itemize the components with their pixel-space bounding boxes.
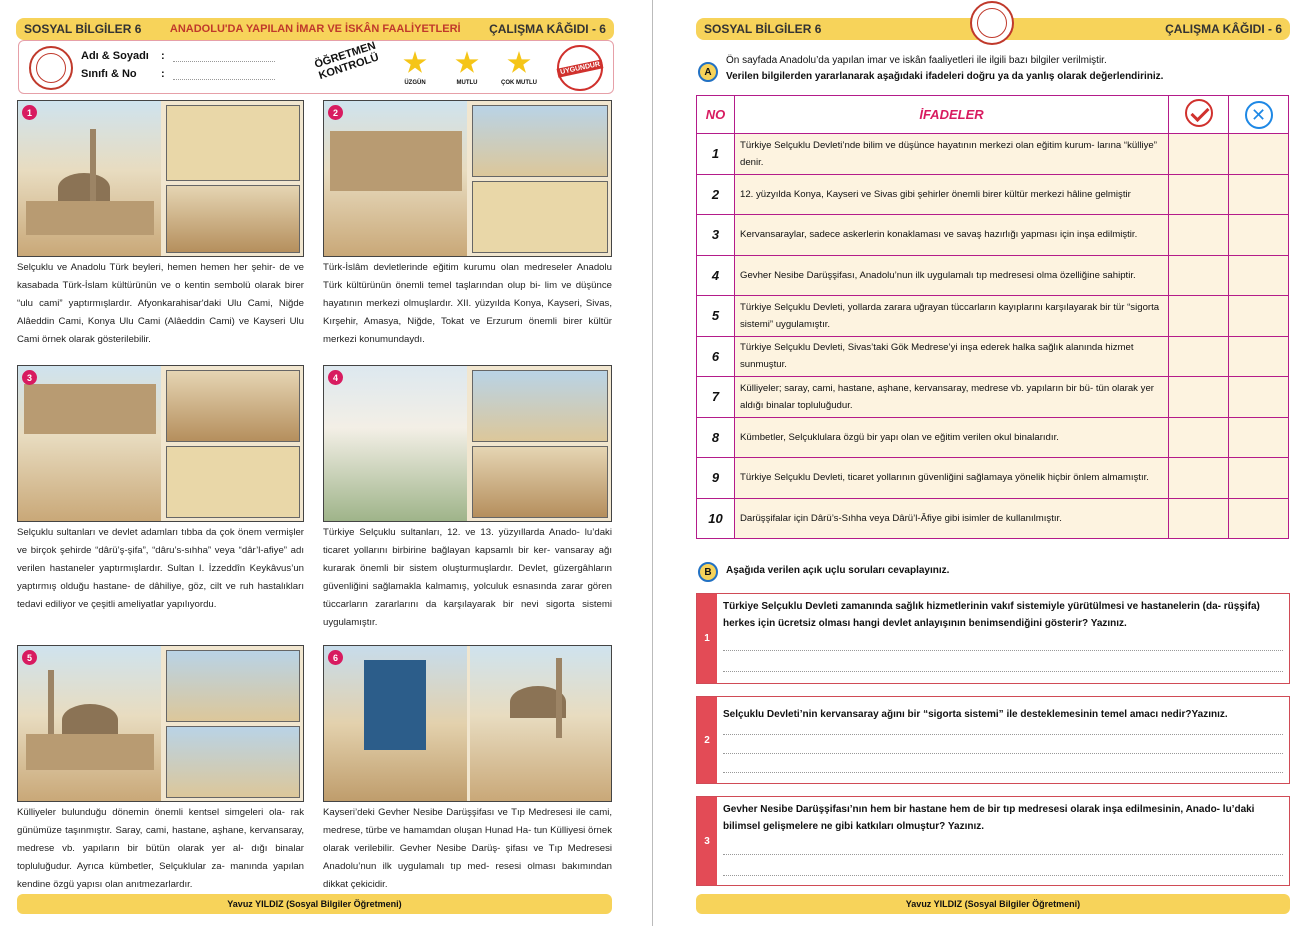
panel-4-caption: Türkiye Selçuklu sultanları, 12. ve 13. yüzyıllarda Anado- lu’daki ticaret yollarını birbirine bağlayan kapsamlı bir ker- vansaray ağı kurarak önemli bir sistem oluşturmuşlardır. Devlet, güzergâhların güvenliğini sağlamakla kalmamış, yolculuk esnasında zarar gören tüccarların zararlarını da karşılayarak bir nevi sigorta sistemi uygulamıştır. bbox=[323, 527, 612, 628]
row-number: 1 bbox=[697, 134, 735, 175]
approved-stamp bbox=[557, 45, 603, 91]
true-answer-cell[interactable] bbox=[1169, 134, 1229, 175]
false-answer-cell[interactable] bbox=[1229, 215, 1289, 256]
question-number: 3 bbox=[697, 797, 717, 885]
mosque-dome bbox=[62, 704, 118, 736]
col-true-header bbox=[1169, 96, 1229, 134]
panel-number: 4 bbox=[328, 370, 343, 385]
false-answer-cell[interactable] bbox=[1229, 255, 1289, 296]
table-row bbox=[697, 498, 1289, 539]
section-a-intro: Ön sayfada Anadolu’da yapılan imar ve iskân faaliyetleri ile ilgili bazı bilgiler verilmiştir. bbox=[726, 55, 1107, 66]
true-check-icon bbox=[1185, 99, 1213, 127]
student-info-box bbox=[18, 40, 614, 94]
illustration-panel-3 bbox=[17, 365, 304, 522]
illustration-panel-4 bbox=[323, 365, 612, 522]
star-sad-icon[interactable] bbox=[403, 51, 427, 75]
panel-6-caption: Kayseri’deki Gevher Nesibe Darüşşifası ve Tıp Medresesi ile cami, medrese, türbe ve hamamdan oluşan Hunad Ha- tun Külliyesi örnek olarak verilebilir. Gevher Nesibe Darüş- şifası ve Tıp Medresesi Anadolu’nun ilk uygulamalı tıp med- resesi olması bakımından dikkat çekicidir. bbox=[323, 807, 612, 890]
statement-text: Türkiye Selçuklu Devleti’nde bilim ve düşünce hayatının merkezi olan eğitim kurum- larına “külliye” denir. bbox=[735, 134, 1169, 175]
statement-text: Türkiye Selçuklu Devleti, ticaret yollarının güvenliğini sağlamaya yönelik hiçbir önlem almamıştır. bbox=[735, 458, 1169, 499]
true-answer-cell[interactable] bbox=[1169, 215, 1229, 256]
medical-madrasa-illustration bbox=[324, 646, 467, 801]
table-row bbox=[697, 174, 1289, 215]
table-row bbox=[697, 215, 1289, 256]
left-page bbox=[0, 0, 650, 926]
name-field[interactable] bbox=[173, 61, 275, 62]
panel-3-caption: Selçuklu sultanları ve devlet adamları tıbba da çok önem vermişler ve birçok şehirde “dârü’ş-şifa”, “dâru’s-sıhha” veya “dâr’l-afiye” adı verilen hastaneler yaptırmışlardır. Sultan I. İzzeddîn Keykâvus’un yaptırmış olduğu hastane- de dâhiliye, göz, cilt ve ruh hastalıkları tedavi ediliyor ve çeşitli ameliyatlar yapılıyordu. bbox=[17, 527, 304, 610]
section-b-badge: B bbox=[698, 562, 718, 582]
mosque-city-illustration bbox=[18, 101, 161, 256]
tomb-view bbox=[166, 726, 300, 798]
false-answer-cell[interactable] bbox=[1229, 336, 1289, 377]
statement-text: Darüşşifalar için Dârü’s-Sıhha veya Dârü’l-Âfiye gibi isimler de kullanılmıştır. bbox=[735, 498, 1169, 539]
mosque-dome bbox=[58, 173, 110, 203]
sheet-title: ÇALIŞMA KÂĞIDI - 6 bbox=[489, 22, 606, 36]
right-footer: Yavuz YILDIZ (Sosyal Bilgiler Öğretmeni) bbox=[696, 894, 1290, 914]
true-answer-cell[interactable] bbox=[1169, 458, 1229, 499]
subject-title: SOSYAL BİLGİLER 6 bbox=[24, 22, 142, 36]
panel-number: 5 bbox=[22, 650, 37, 665]
left-header bbox=[16, 18, 614, 40]
class-separator: : bbox=[161, 68, 165, 80]
city-view bbox=[472, 105, 608, 177]
statement-text: 12. yüzyılda Konya, Kayseri ve Sivas gibi şehirler önemli birer kültür merkezi hâline gelmiştir bbox=[735, 174, 1169, 215]
madrasa-arches bbox=[330, 131, 462, 191]
col-statements-header: İFADELER bbox=[735, 96, 1169, 134]
right-page bbox=[657, 0, 1303, 926]
mood-happy-label: MUTLU bbox=[456, 80, 478, 86]
section-a-badge: A bbox=[698, 62, 718, 82]
true-answer-cell[interactable] bbox=[1169, 296, 1229, 337]
star-very-happy-icon[interactable] bbox=[507, 51, 531, 75]
star-happy-icon[interactable] bbox=[455, 51, 479, 75]
row-number: 3 bbox=[697, 215, 735, 256]
row-number: 8 bbox=[697, 417, 735, 458]
question-number: 2 bbox=[697, 697, 717, 783]
statement-text: Kervansaraylar, sadece askerlerin konaklaması ve savaş hazırlığı yapması için inşa edilmiştir. bbox=[735, 215, 1169, 256]
row-number: 5 bbox=[697, 296, 735, 337]
table-row bbox=[697, 417, 1289, 458]
answer-line[interactable] bbox=[723, 671, 1283, 672]
city-wall bbox=[26, 201, 154, 235]
panel-5-caption: Külliyeler bulunduğu dönemin önemli kentsel simgeleri ola- rak günümüze taşınmıştır. Saray, cami, hastane, aşhane, kervansaray, medrese vb. yapıların bir bütün olarak yer al- dığı binalar topluluğudur. Ayrıca kümbetler, Selçuklular za- manında yapılan kendine özgü yapısı olan anıtmezarlardır. bbox=[17, 807, 304, 890]
panel-2-caption: Türk-İslâm devletlerinde eğitim kurumu olan medreseler Anadolu Türk kültürünün önemli temel taşlarından olup bi- lim ve düşünce hayatının merkezi olmuşlardır. XII. yüzyılda Konya, Kayseri, Sivas, Kırşehir, Amasya, Niğde, Tokat ve Erzurum önemli birer kültür merkezi konumundaydı. bbox=[323, 262, 612, 345]
portal bbox=[364, 660, 426, 750]
false-answer-cell[interactable] bbox=[1229, 498, 1289, 539]
table-row bbox=[697, 296, 1289, 337]
table-row bbox=[697, 458, 1289, 499]
false-answer-cell[interactable] bbox=[1229, 377, 1289, 418]
answer-line[interactable] bbox=[723, 875, 1283, 876]
false-answer-cell[interactable] bbox=[1229, 134, 1289, 175]
row-number: 6 bbox=[697, 336, 735, 377]
false-answer-cell[interactable] bbox=[1229, 174, 1289, 215]
row-number: 2 bbox=[697, 174, 735, 215]
mood-very-happy-label: ÇOK MUTLU bbox=[501, 80, 537, 86]
topic-title: ANADOLU'DA YAPILAN İMAR VE İSKÂN FAALİYETLERİ bbox=[169, 23, 461, 35]
culture-centers-map bbox=[472, 181, 608, 253]
illustration-panel-1 bbox=[17, 100, 304, 257]
panel-number: 2 bbox=[328, 105, 343, 120]
teacher-check-label: ÖĞRETMEN KONTROLÜ bbox=[313, 39, 381, 83]
statement-text: Kümbetler, Selçuklulara özgü bir yapı olan ve eğitim verilen okul binalarıdır. bbox=[735, 417, 1169, 458]
true-answer-cell[interactable] bbox=[1169, 336, 1229, 377]
caravan-route-illustration bbox=[324, 366, 467, 521]
true-answer-cell[interactable] bbox=[1169, 498, 1229, 539]
ministry-logo bbox=[970, 1, 1014, 45]
panel-1-caption: Selçuklu ve Anadolu Türk beyleri, hemen hemen her şehir- de ve kasabada Türk-İslam kültürünün ve o kentin sembolü olarak birer “ulu cami” yaptırmışlardır. Afyonkarahisar'daki Ulu Cami, Niğde Alâeddin Cami, Konya Ulu Cami (Alâeddin Cami) ve Kayseri Ulu Cami örnek olarak gösterilebilir. bbox=[17, 262, 304, 345]
statement-text: Gevher Nesibe Darüşşifası, Anadolu’nun ilk uygulamalı tıp medresesi olma özelliğine sahiptir. bbox=[735, 255, 1169, 296]
answer-line[interactable] bbox=[723, 753, 1283, 754]
page-divider bbox=[652, 0, 653, 926]
table-row bbox=[697, 377, 1289, 418]
hunad-hatun-complex bbox=[470, 646, 612, 801]
kulliye-illustration bbox=[18, 646, 161, 801]
sheet-title: ÇALIŞMA KÂĞIDI - 6 bbox=[1165, 22, 1282, 36]
true-answer-cell[interactable] bbox=[1169, 255, 1229, 296]
answer-line[interactable] bbox=[723, 772, 1283, 773]
left-footer: Yavuz YILDIZ (Sosyal Bilgiler Öğretmeni) bbox=[17, 894, 612, 914]
panel-number: 1 bbox=[22, 105, 37, 120]
illustration-panel-2 bbox=[323, 100, 612, 257]
scholars-scene bbox=[166, 185, 300, 253]
illustration-panel-5 bbox=[17, 645, 304, 802]
physicians-scene bbox=[166, 370, 300, 442]
table-row bbox=[697, 336, 1289, 377]
section-b-instruction: Aşağıda verilen açık uçlu soruları cevaplayınız. bbox=[726, 565, 950, 576]
answer-line[interactable] bbox=[723, 854, 1283, 855]
row-number: 9 bbox=[697, 458, 735, 499]
true-answer-cell[interactable] bbox=[1169, 174, 1229, 215]
question-text: Selçuklu Devleti’nin kervansaray ağını bir “sigorta sistemi” ile desteklemesinin temel amacı nedir?Yazınız. bbox=[723, 709, 1228, 720]
panel-number: 6 bbox=[328, 650, 343, 665]
statement-text: Türkiye Selçuklu Devleti, Sivas’taki Gök Medrese’yi inşa ederek halka sağlık alanında hizmet sunmuştur. bbox=[735, 336, 1169, 377]
ministry-logo bbox=[29, 46, 73, 90]
hospital-building bbox=[24, 384, 156, 434]
open-question-3 bbox=[696, 796, 1290, 886]
anatolia-map bbox=[166, 105, 300, 181]
caravanserai-exterior bbox=[472, 370, 608, 442]
madrasa-illustration bbox=[324, 101, 467, 256]
false-cross-icon: ✕ bbox=[1245, 101, 1273, 129]
section-a-instruction: Verilen bilgilerden yararlanarak aşağıdaki ifadeleri doğru ya da yanlış olarak değerlendiriniz. bbox=[726, 71, 1164, 82]
question-number: 1 bbox=[697, 594, 717, 683]
answer-line[interactable] bbox=[723, 650, 1283, 651]
class-label: Sınıfı & No bbox=[81, 68, 137, 80]
name-label: Adı & Soyadı bbox=[81, 50, 149, 62]
mood-sad-label: ÜZGÜN bbox=[404, 80, 426, 86]
col-false-header bbox=[1229, 96, 1289, 134]
col-no-header: NO bbox=[697, 96, 735, 134]
table-row bbox=[697, 255, 1289, 296]
false-answer-cell[interactable] bbox=[1229, 417, 1289, 458]
question-text: Gevher Nesibe Darüşşifası’nın hem bir hastane hem de bir tıp medresesi olarak inşa edilmesinin, Anado- lu’daki bilimsel gelişmelere ne gibi katkıları olmuştur? Yazınız. bbox=[723, 804, 1255, 832]
minaret bbox=[90, 129, 96, 209]
table-row bbox=[697, 134, 1289, 175]
true-answer-cell[interactable] bbox=[1169, 377, 1229, 418]
true-false-table bbox=[696, 95, 1289, 539]
question-text: Türkiye Selçuklu Devleti zamanında sağlık hizmetlerinin vakıf sistemiyle yürütülmesi ve hastanelerin (da- rüşşifa) herkes için ücretsiz olması hangi devlet anlayışının benimsendiğini gösterir? Yazınız. bbox=[723, 601, 1260, 629]
false-answer-cell[interactable] bbox=[1229, 458, 1289, 499]
complex-view bbox=[166, 650, 300, 722]
class-field[interactable] bbox=[173, 79, 275, 80]
hospital-illustration bbox=[18, 366, 161, 521]
caravanserai-interior bbox=[472, 446, 608, 518]
panel-number: 3 bbox=[22, 370, 37, 385]
illustration-panel-6 bbox=[323, 645, 612, 802]
statement-text: Külliyeler; saray, cami, hastane, aşhane, kervansaray, medrese vb. yapıların bir bü- tün olarak yer aldığı binalar topluluğudur. bbox=[735, 377, 1169, 418]
false-answer-cell[interactable] bbox=[1229, 296, 1289, 337]
approved-stamp-text: UYGUNDUR bbox=[556, 59, 603, 77]
row-number: 4 bbox=[697, 255, 735, 296]
minaret bbox=[556, 658, 562, 738]
row-number: 10 bbox=[697, 498, 735, 539]
open-question-1 bbox=[696, 593, 1290, 684]
statement-text: Türkiye Selçuklu Devleti, yollarda zarara uğrayan tüccarların kayıplarını karşılayarak bir tür “sigorta sistemi” uygulamıştır. bbox=[735, 296, 1169, 337]
answer-line[interactable] bbox=[723, 734, 1283, 735]
table-header-row bbox=[697, 96, 1289, 134]
subject-title: SOSYAL BİLGİLER 6 bbox=[704, 22, 822, 36]
hospitals-map bbox=[166, 446, 300, 518]
row-number: 7 bbox=[697, 377, 735, 418]
name-separator: : bbox=[161, 50, 165, 62]
true-answer-cell[interactable] bbox=[1169, 417, 1229, 458]
complex-wall bbox=[26, 734, 154, 770]
open-question-2 bbox=[696, 696, 1290, 784]
